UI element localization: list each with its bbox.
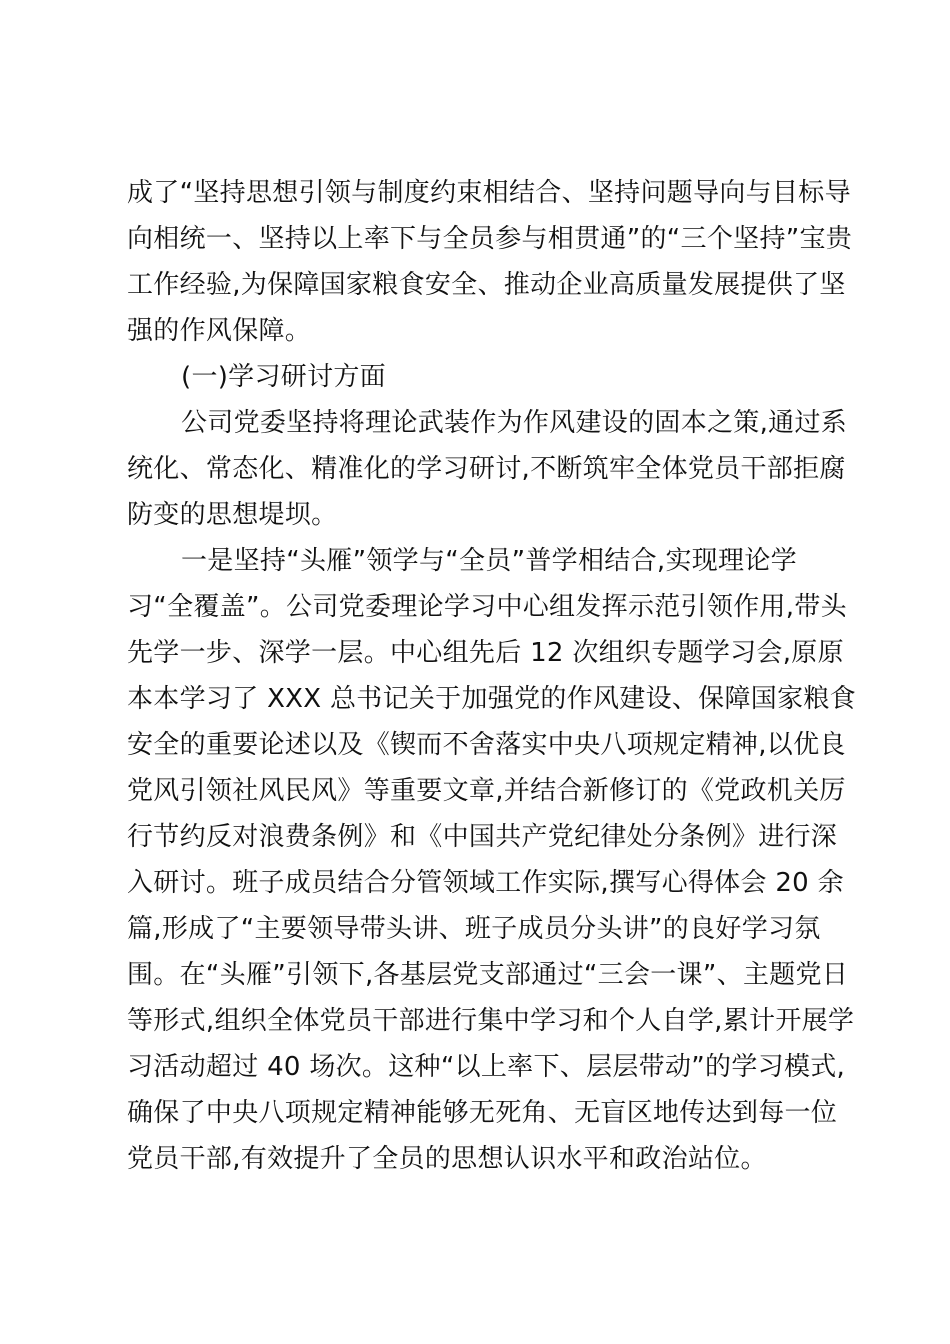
text-line: 篇,形成了“主要领导带头讲、班子成员分头讲”的良好学习氛 <box>127 914 821 944</box>
text-line: 成了“坚持思想引领与制度约束相结合、坚持问题导向与目标导 <box>127 178 851 208</box>
text-line: 习活动超过 40 场次。这种“以上率下、层层带动”的学习模式, <box>127 1052 846 1082</box>
text-line: 确保了中央八项规定精神能够无死角、无盲区地传达到每一位 <box>127 1098 838 1128</box>
text-line: 公司党委坚持将理论武装作为作风建设的固本之策,通过系 <box>181 408 848 438</box>
text-line: 统化、常态化、精准化的学习研讨,不断筑牢全体党员干部拒腐 <box>127 454 846 484</box>
text-line: 围。在“头雁”引领下,各基层党支部通过“三会一课”、主题党日 <box>127 960 849 990</box>
text-line: 先学一步、深学一层。中心组先后 12 次组织专题学习会,原原 <box>127 638 844 668</box>
text-line: 向相统一、坚持以上率下与全员参与相贯通”的“三个坚持”宝贵 <box>127 224 853 254</box>
section-heading: (一)学习研讨方面 <box>181 362 386 392</box>
text-line: 党风引领社风民风》等重要文章,并结合新修订的《党政机关厉 <box>127 776 846 806</box>
text-line: 工作经验,为保障国家粮食安全、推动企业高质量发展提供了坚 <box>127 270 846 300</box>
document-body <box>127 170 856 1182</box>
text-line: 党员干部,有效提升了全员的思想认识水平和政治站位。 <box>127 1144 767 1174</box>
text-line: 入研讨。班子成员结合分管领域工作实际,撰写心得体会 20 余 <box>127 868 844 898</box>
text-line: 一是坚持“头雁”领学与“全员”普学相结合,实现理论学 <box>181 546 797 576</box>
text-line: 安全的重要论述以及《锲而不舍落实中央八项规定精神,以优良 <box>127 730 846 760</box>
text-line: 防变的思想堤坝。 <box>127 500 338 530</box>
text-line: 本本学习了 XXX 总书记关于加强党的作风建设、保障国家粮食 <box>127 684 856 714</box>
text-line: 等形式,组织全体党员干部进行集中学习和个人自学,累计开展学 <box>127 1006 855 1036</box>
text-line: 行节约反对浪费条例》和《中国共产党纪律处分条例》进行深 <box>127 822 838 852</box>
text-line: 习“全覆盖”。公司党委理论学习中心组发挥示范引领作用,带头 <box>127 592 847 622</box>
text-line: 强的作风保障。 <box>127 316 312 346</box>
